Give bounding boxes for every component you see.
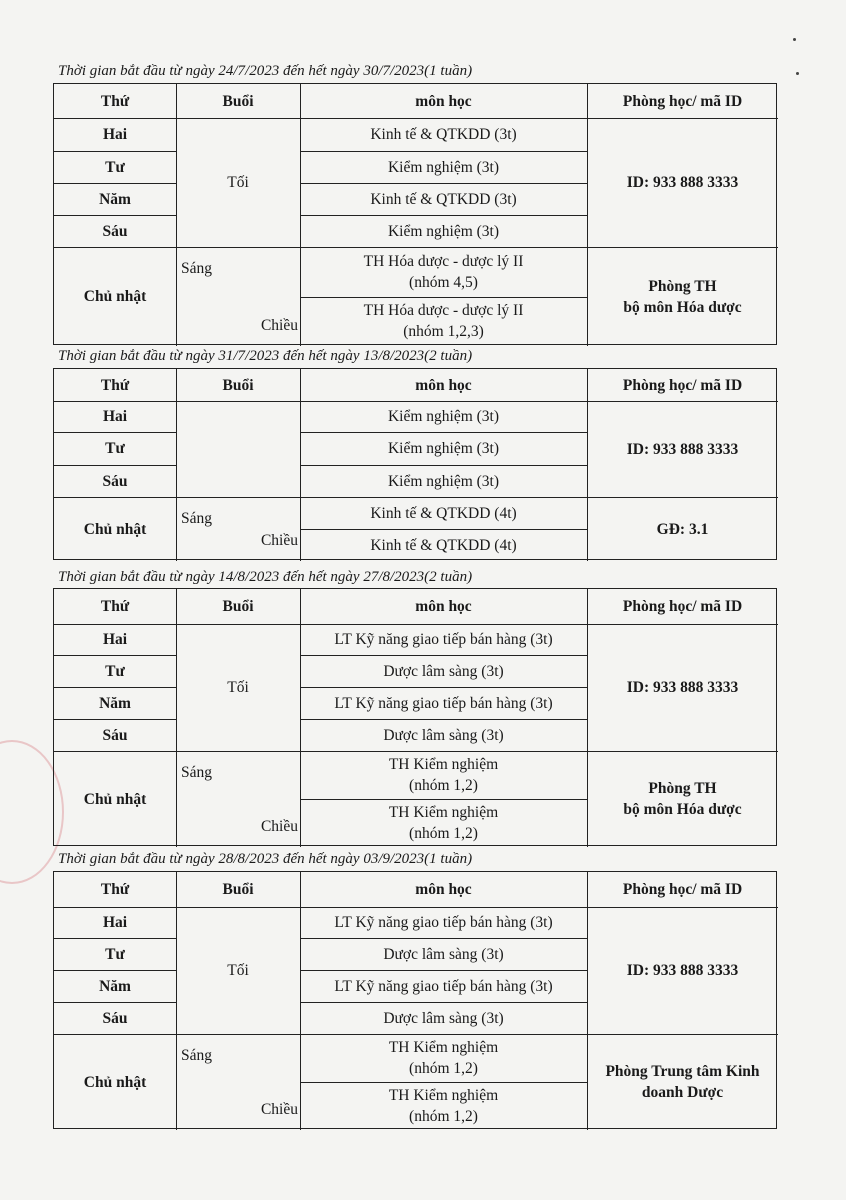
room-weekend: GĐ: 3.1 [656, 520, 709, 538]
day-label: Sáu [102, 222, 128, 240]
day-label-sunday: Chủ nhật [83, 1073, 147, 1091]
scan-speck [793, 38, 796, 41]
grid-line [300, 369, 301, 561]
grid-line [587, 84, 588, 346]
schedule-table [53, 368, 777, 560]
grid-line [300, 589, 301, 847]
grid-line [176, 589, 177, 847]
day-label: Năm [99, 190, 131, 208]
session-toi: Tối [227, 174, 249, 191]
header-phong: Phòng học/ mã ID [622, 881, 743, 898]
grid-line [176, 369, 177, 561]
scan-speck [796, 72, 799, 75]
header-buoi: Buổi [222, 598, 254, 615]
day-label: Sáu [102, 1009, 128, 1027]
day-label: Hai [102, 914, 128, 931]
subject-cell: Kinh tế & QTKDD (3t) [370, 190, 517, 208]
room-weekday: ID: 933 888 3333 [626, 440, 739, 458]
session-chieu: Chiều [260, 1101, 298, 1118]
session-chieu: Chiều [260, 818, 298, 835]
grid-line [176, 84, 177, 346]
day-label: Hai [102, 631, 128, 648]
room-weekday: ID: 933 888 3333 [626, 679, 739, 696]
day-label: Sáu [102, 726, 128, 744]
subject-cell: Kiểm nghiệm (3t) [387, 472, 500, 490]
header-mon-hoc: môn học [415, 376, 472, 394]
header-buoi: Buổi [222, 92, 254, 110]
section-caption: Thời gian bắt đầu từ ngày 31/7/2023 đến hết ngày 13/8/2023(2 tuần) [58, 348, 473, 364]
day-label: Tư [105, 662, 125, 680]
header-mon-hoc: môn học [415, 92, 472, 110]
subject-cell: Kiểm nghiệm (3t) [387, 408, 500, 425]
day-label: Sáu [102, 472, 128, 490]
header-thu: Thứ [100, 598, 130, 615]
subject-cell: Dược lâm sàng (3t) [383, 726, 504, 744]
subject-cell: TH Kiểm nghiệm (nhóm 1,2) [388, 756, 499, 794]
session-toi: Tối [227, 962, 249, 979]
subject-cell: LT Kỹ năng giao tiếp bán hàng (3t) [334, 914, 553, 931]
schedule-table [53, 83, 777, 345]
header-buoi: Buổi [222, 881, 254, 898]
grid-line [300, 799, 587, 800]
grid-line [587, 369, 588, 561]
grid-line [300, 84, 301, 346]
subject-cell: LT Kỹ năng giao tiếp bán hàng (3t) [334, 694, 553, 712]
day-label: Hai [102, 408, 128, 425]
session-sang: Sáng [181, 260, 212, 277]
day-label: Năm [99, 694, 131, 712]
subject-cell: Dược lâm sàng (3t) [383, 662, 504, 680]
subject-cell: LT Kỹ năng giao tiếp bán hàng (3t) [334, 977, 553, 995]
subject-cell: Kinh tế & QTKDD (3t) [370, 126, 517, 143]
subject-cell: Dược lâm sàng (3t) [383, 1009, 504, 1027]
subject-cell: Kiểm nghiệm (3t) [387, 158, 500, 176]
schedule-table [53, 871, 777, 1129]
header-thu: Thứ [100, 881, 130, 898]
room-weekend: Phòng TH bộ môn Hóa dược [623, 277, 742, 316]
header-buoi: Buổi [222, 376, 254, 394]
header-phong: Phòng học/ mã ID [622, 92, 743, 110]
day-label-sunday: Chủ nhật [83, 790, 147, 808]
header-mon-hoc: môn học [415, 881, 472, 898]
section-caption: Thời gian bắt đầu từ ngày 24/7/2023 đến hết ngày 30/7/2023(1 tuần) [58, 63, 473, 79]
header-phong: Phòng học/ mã ID [622, 376, 743, 394]
grid-line [300, 872, 301, 1130]
session-sang: Sáng [181, 510, 212, 527]
section-caption: Thời gian bắt đầu từ ngày 28/8/2023 đến hết ngày 03/9/2023(1 tuần) [58, 851, 473, 867]
subject-cell: TH Hóa dược - dược lý II (nhóm 4,5) [363, 252, 524, 291]
day-label-sunday: Chủ nhật [83, 288, 147, 305]
day-label: Tư [105, 945, 125, 963]
subject-cell: Dược lâm sàng (3t) [383, 945, 504, 963]
header-thu: Thứ [100, 376, 130, 394]
day-label: Tư [105, 440, 125, 457]
room-weekday: ID: 933 888 3333 [626, 174, 739, 191]
grid-line [300, 529, 587, 530]
grid-line [300, 1082, 587, 1083]
session-sang: Sáng [181, 764, 212, 781]
subject-cell: TH Kiểm nghiệm (nhóm 1,2) [388, 1087, 499, 1125]
subject-cell: Kinh tế & QTKDD (4t) [370, 504, 517, 522]
subject-cell: LT Kỹ năng giao tiếp bán hàng (3t) [334, 631, 553, 648]
day-label: Tư [105, 158, 125, 176]
header-mon-hoc: môn học [415, 598, 472, 615]
subject-cell: Kiểm nghiệm (3t) [387, 440, 500, 457]
subject-cell: TH Hóa dược - dược lý II (nhóm 1,2,3) [363, 302, 524, 341]
grid-line [300, 297, 587, 298]
room-weekday: ID: 933 888 3333 [626, 962, 739, 979]
room-weekend: Phòng TH bộ môn Hóa dược [623, 780, 742, 818]
subject-cell: TH Kiểm nghiệm (nhóm 1,2) [388, 804, 499, 842]
schedule-table [53, 588, 777, 846]
grid-line [587, 872, 588, 1130]
room-weekend: Phòng Trung tâm Kinh doanh Dược [605, 1063, 760, 1101]
section-caption: Thời gian bắt đầu từ ngày 14/8/2023 đến hết ngày 27/8/2023(2 tuần) [58, 569, 473, 585]
grid-line [176, 872, 177, 1130]
day-label: Hai [102, 126, 128, 143]
session-toi: Tối [227, 679, 249, 696]
session-sang: Sáng [181, 1047, 212, 1064]
header-thu: Thứ [100, 92, 130, 110]
subject-cell: Kiểm nghiệm (3t) [387, 222, 500, 240]
subject-cell: TH Kiểm nghiệm (nhóm 1,2) [388, 1039, 499, 1077]
day-label-sunday: Chủ nhật [83, 520, 147, 538]
day-label: Năm [99, 977, 131, 995]
header-phong: Phòng học/ mã ID [622, 598, 743, 615]
session-chieu: Chiều [260, 532, 298, 549]
session-chieu: Chiều [260, 317, 298, 334]
grid-line [587, 589, 588, 847]
subject-cell: Kinh tế & QTKDD (4t) [370, 536, 517, 554]
